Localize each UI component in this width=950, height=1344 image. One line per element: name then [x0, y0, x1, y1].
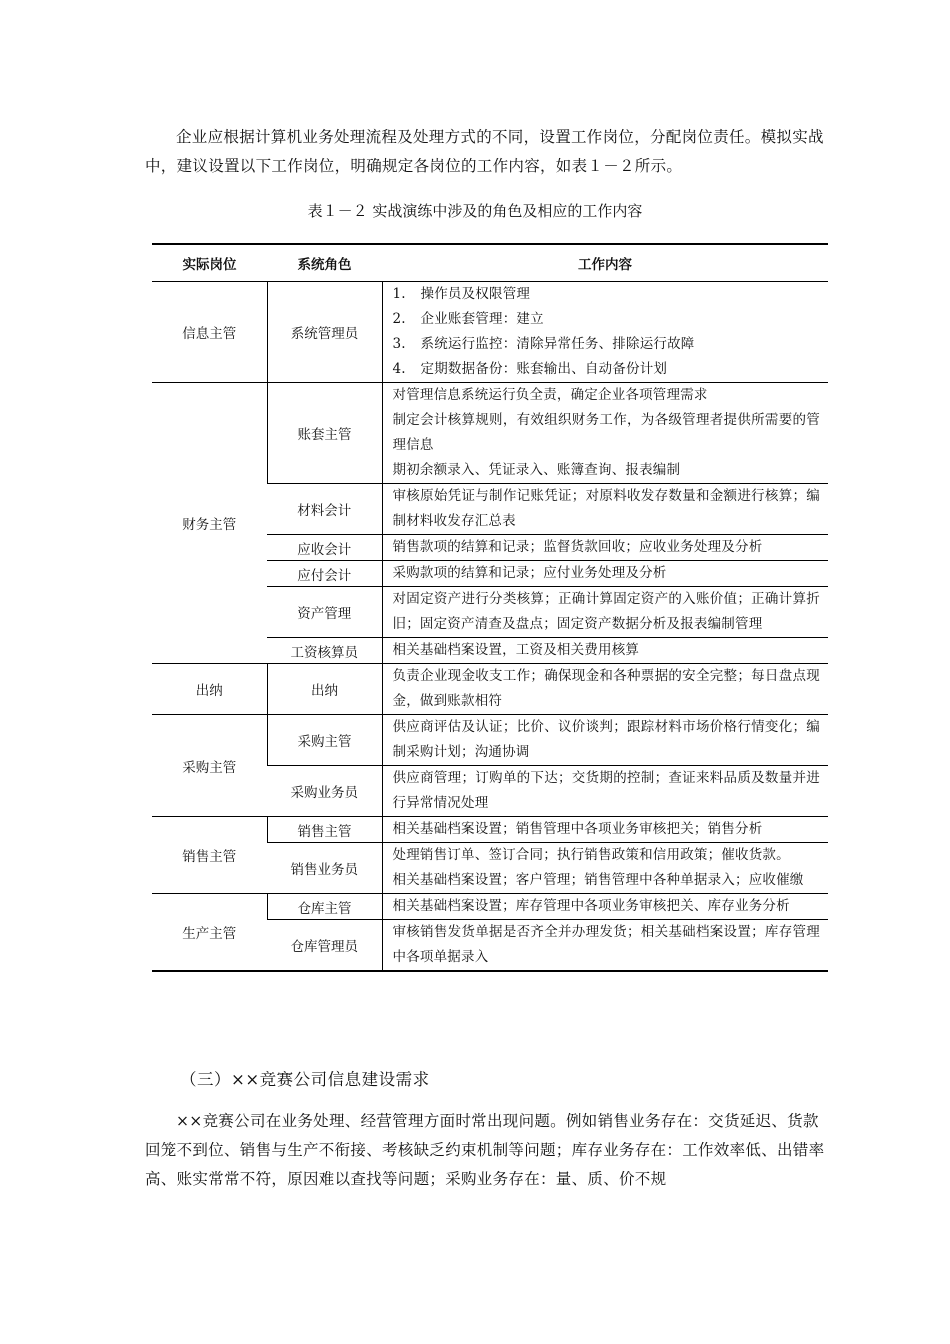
item-text: 操作员及权限管理: [420, 286, 531, 302]
table-row: [152, 282, 828, 383]
item-number: 3.: [392, 336, 406, 352]
position-cell: 生产主管: [152, 894, 267, 972]
content-line: 相关基础档案设置；销售管理中各项业务审核把关；销售分析: [392, 821, 763, 837]
role-table: [152, 243, 828, 972]
content-line: 处理销售订单、签订合同；执行销售政策和信用政策；催收货款。: [392, 847, 790, 863]
table-row: [152, 894, 828, 920]
section-heading: （三）××竞赛公司信息建设需求: [180, 1070, 430, 1089]
role-cell: 采购业务员: [267, 766, 382, 817]
content-line: 负责企业现金收支工作；确保现金和各种票据的安全完整；每日盘点现金，做到账款相符: [392, 668, 820, 709]
intro-paragraph: 企业应根据计算机业务处理流程及处理方式的不同，设置工作岗位，分配岗位责任。模拟实战中，建议设置以下工作岗位，明确规定各岗位的工作内容，如表１－２所示。: [145, 128, 824, 175]
content-cell: [382, 843, 828, 894]
content-cell: [382, 920, 828, 972]
role-cell: 出纳: [267, 664, 382, 715]
content-line: [393, 282, 821, 307]
role-cell: 应收会计: [267, 535, 382, 561]
content-line: 期初余额录入、凭证录入、账簿查询、报表编制: [392, 462, 681, 478]
role-cell: 账套主管: [267, 383, 382, 484]
table-row: [152, 817, 828, 843]
content-line: 审核原始凭证与制作记账凭证；对原料收发存数量和金额进行核算；编制材料收发存汇总表: [392, 488, 820, 529]
role-cell: 仓库管理员: [267, 920, 382, 972]
content-cell: [382, 894, 828, 920]
content-cell: [382, 282, 828, 383]
content-line: 对固定资产进行分类核算；正确计算固定资产的入账价值；正确计算折旧；固定资产清查及盘点；固定资产数据分析及报表编制管理: [392, 591, 820, 632]
role-cell: 应付会计: [267, 561, 382, 587]
role-cell: 资产管理: [267, 587, 382, 638]
content-line: 销售款项的结算和记录；监督货款回收；应收业务处理及分析: [392, 539, 763, 555]
table-row: [152, 664, 828, 715]
role-cell: 工资核算员: [267, 638, 382, 664]
content-line: 供应商评估及认证；比价、议价谈判；跟踪材料市场价格行情变化；编制采购计划；沟通协调: [392, 719, 820, 760]
content-cell: [382, 664, 828, 715]
position-cell: 采购主管: [152, 715, 267, 817]
content-cell: [382, 383, 828, 484]
content-cell: [382, 817, 828, 843]
content-line: [393, 357, 821, 382]
content-line: 相关基础档案设置，工资及相关费用核算: [392, 642, 640, 658]
role-cell: 仓库主管: [267, 894, 382, 920]
role-cell: 销售业务员: [267, 843, 382, 894]
position-cell: 财务主管: [152, 383, 267, 664]
position-cell: 销售主管: [152, 817, 267, 894]
content-cell: [382, 715, 828, 766]
content-line: 采购款项的结算和记录；应付业务处理及分析: [392, 565, 667, 581]
table-caption: 表１－２ 实战演练中涉及的角色及相应的工作内容: [307, 202, 643, 220]
header-role: 系统角色: [267, 244, 382, 282]
role-cell: 材料会计: [267, 484, 382, 535]
role-cell: 系统管理员: [267, 282, 382, 383]
content-cell: [382, 484, 828, 535]
content-line: 相关基础档案设置；库存管理中各项业务审核把关、库存业务分析: [392, 898, 790, 914]
header-position: 实际岗位: [152, 244, 267, 282]
role-cell: 采购主管: [267, 715, 382, 766]
content-line: [393, 332, 821, 357]
item-number: 1.: [392, 286, 406, 302]
content-cell: [382, 561, 828, 587]
role-cell: 销售主管: [267, 817, 382, 843]
table-row: [152, 383, 828, 484]
content-line: 供应商管理；订购单的下达；交货期的控制；查证来料品质及数量并进行异常情况处理: [392, 770, 820, 811]
item-number: 2.: [392, 311, 406, 327]
item-text: 系统运行监控：清除异常任务、排除运行故障: [420, 336, 695, 352]
header-content: 工作内容: [382, 244, 828, 282]
table-header-row: [152, 244, 828, 282]
item-text: 企业账套管理：建立: [420, 311, 544, 327]
table-row: [152, 715, 828, 766]
position-cell: 信息主管: [182, 326, 237, 342]
content-line: 对管理信息系统运行负全责，确定企业各项管理需求: [392, 387, 708, 403]
item-number: 4.: [392, 361, 406, 377]
content-line: 制定会计核算规则，有效组织财务工作，为各级管理者提供所需要的管理信息: [392, 412, 820, 453]
content-line: 相关基础档案设置；客户管理；销售管理中各种单据录入；应收催缴: [392, 872, 804, 888]
content-line: 审核销售发货单据是否齐全并办理发货；相关基础档案设置；库存管理中各项单据录入: [392, 924, 820, 965]
content-cell: [382, 638, 828, 664]
content-cell: [382, 587, 828, 638]
table-body: [152, 282, 828, 972]
body-paragraph: ××竞赛公司在业务处理、经营管理方面时常出现问题。例如销售业务存在：交货延迟、货款回笼不到位、销售与生产不衔接、考核缺乏约束机制等问题；库存业务存在：工作效率低、出错率高、账实常常不符，原因难以查找等问题；采购业务存在：量、质、价不规: [145, 1112, 825, 1188]
item-text: 定期数据备份：账套输出、自动备份计划: [420, 361, 668, 377]
content-cell: [382, 535, 828, 561]
content-cell: [382, 766, 828, 817]
position-cell: 出纳: [152, 664, 267, 715]
content-line: [393, 307, 821, 332]
